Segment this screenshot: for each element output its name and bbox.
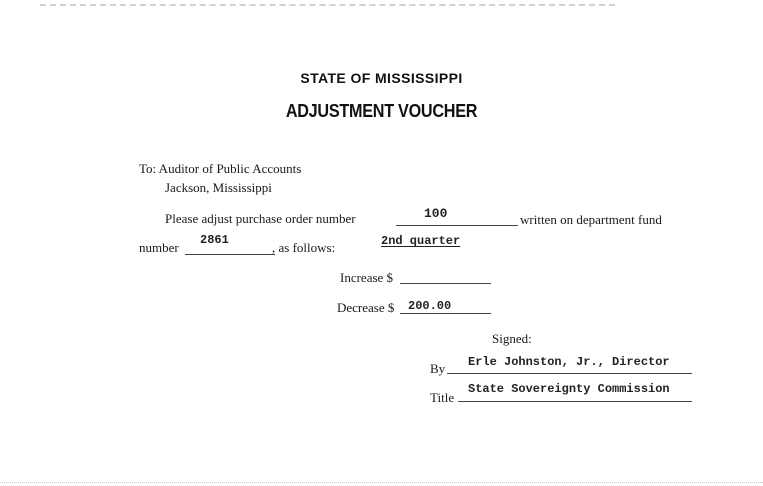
scan-artifact-bottom	[0, 482, 763, 483]
state-heading: STATE OF MISSISSIPPI	[300, 70, 463, 86]
increase-blank	[400, 283, 491, 284]
signer-title: State Sovereignty Commission	[468, 382, 670, 396]
by-label: By	[430, 361, 446, 376]
decrease-label: Decrease $	[337, 300, 395, 315]
signer-name: Erle Johnston, Jr., Director	[468, 355, 670, 369]
adjust-sentence-mid: written on department fund	[520, 212, 662, 227]
title-label: Title	[430, 390, 455, 405]
period-value: 2nd quarter	[381, 234, 461, 248]
increase-label: Increase $	[340, 270, 394, 285]
purchase-order-blank	[396, 225, 518, 226]
decrease-blank	[400, 313, 491, 314]
fund-number: 2861	[200, 233, 229, 247]
to-line: To: Auditor of Public Accounts	[139, 161, 302, 176]
signed-label: Signed:	[492, 331, 532, 346]
number-label: number	[139, 240, 179, 255]
title-blank	[458, 401, 692, 402]
scan-artifact-top	[40, 4, 615, 6]
voucher-title: ADJUSTMENT VOUCHER	[285, 101, 478, 121]
city-line: Jackson, Mississippi	[165, 180, 272, 195]
purchase-order-number: 100	[424, 206, 448, 221]
as-follows-label: , as follows:	[272, 240, 336, 255]
fund-number-blank	[185, 254, 275, 255]
decrease-value: 200.00	[408, 299, 452, 313]
adjust-sentence-start: Please adjust purchase order number	[165, 211, 356, 226]
by-blank	[447, 373, 692, 374]
